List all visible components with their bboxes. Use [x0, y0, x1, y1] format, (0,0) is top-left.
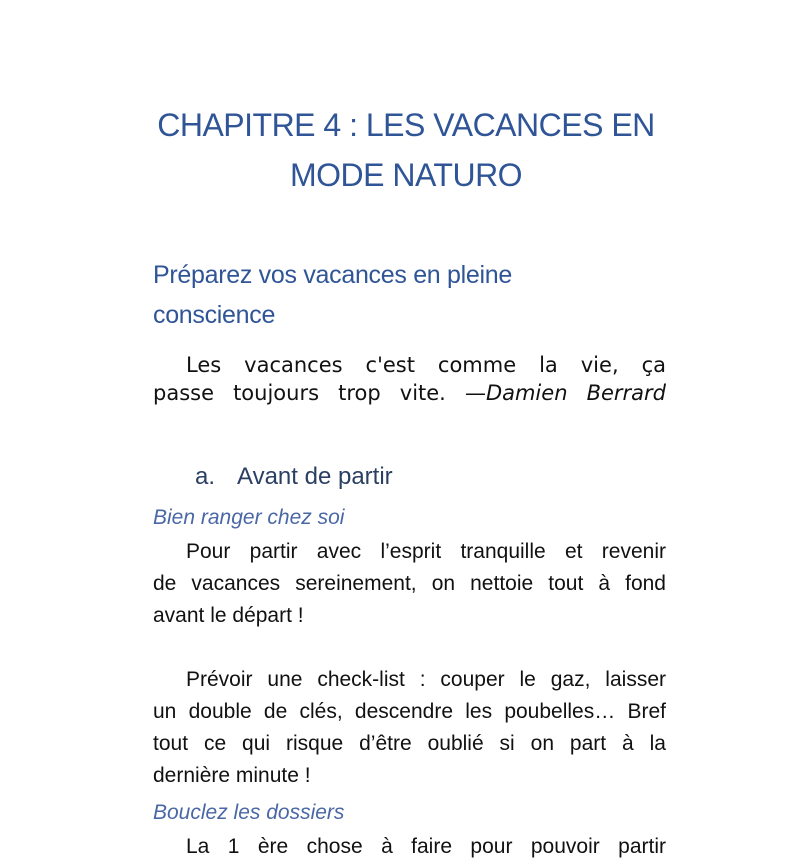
paragraph-line: un double de clés, descendre les poubelles… Bref: [153, 700, 666, 723]
quote-text: passe toujours trop vite.: [153, 381, 465, 405]
list-marker: a.: [195, 463, 216, 490]
epigraph-quote: [153, 351, 666, 407]
paragraph: [153, 664, 666, 792]
paragraph-line: avant le départ !: [153, 604, 304, 627]
paragraph-line: Prévoir une check-list : couper le gaz, laisser: [186, 668, 666, 691]
minor-heading: Bouclez les dossiers: [153, 801, 345, 824]
paragraph: [153, 831, 666, 863]
section-heading: [153, 255, 633, 335]
paragraph-line: dernière minute !: [153, 764, 311, 787]
paragraph-line: de vacances sereinement, on nettoie tout à fond: [153, 572, 666, 595]
quote-author: Damien Berrard: [485, 381, 666, 405]
chapter-title-line: CHAPITRE 4 : LES VACANCES EN: [157, 107, 655, 143]
quote-dash: —: [464, 381, 486, 405]
subsection-heading: [195, 459, 393, 495]
quote-line: Les vacances c'est comme la vie, ça: [186, 353, 666, 377]
paragraph-line: La 1 ère chose à faire pour pouvoir partir: [186, 835, 666, 858]
chapter-title-line: MODE NATURO: [289, 157, 523, 193]
quote-line: [153, 379, 666, 407]
section-heading-line: conscience: [153, 301, 276, 329]
subsection-title: Avant de partir: [237, 463, 393, 490]
minor-heading: Bien ranger chez soi: [153, 506, 345, 529]
paragraph-line: Pour partir avec l’esprit tranquille et revenir: [186, 540, 666, 563]
paragraph-line: tout ce qui risque d’être oublié si on part à la: [153, 732, 666, 755]
section-heading-line: Préparez vos vacances en pleine: [153, 261, 512, 289]
paragraph: [153, 536, 666, 632]
chapter-title: [100, 100, 712, 200]
